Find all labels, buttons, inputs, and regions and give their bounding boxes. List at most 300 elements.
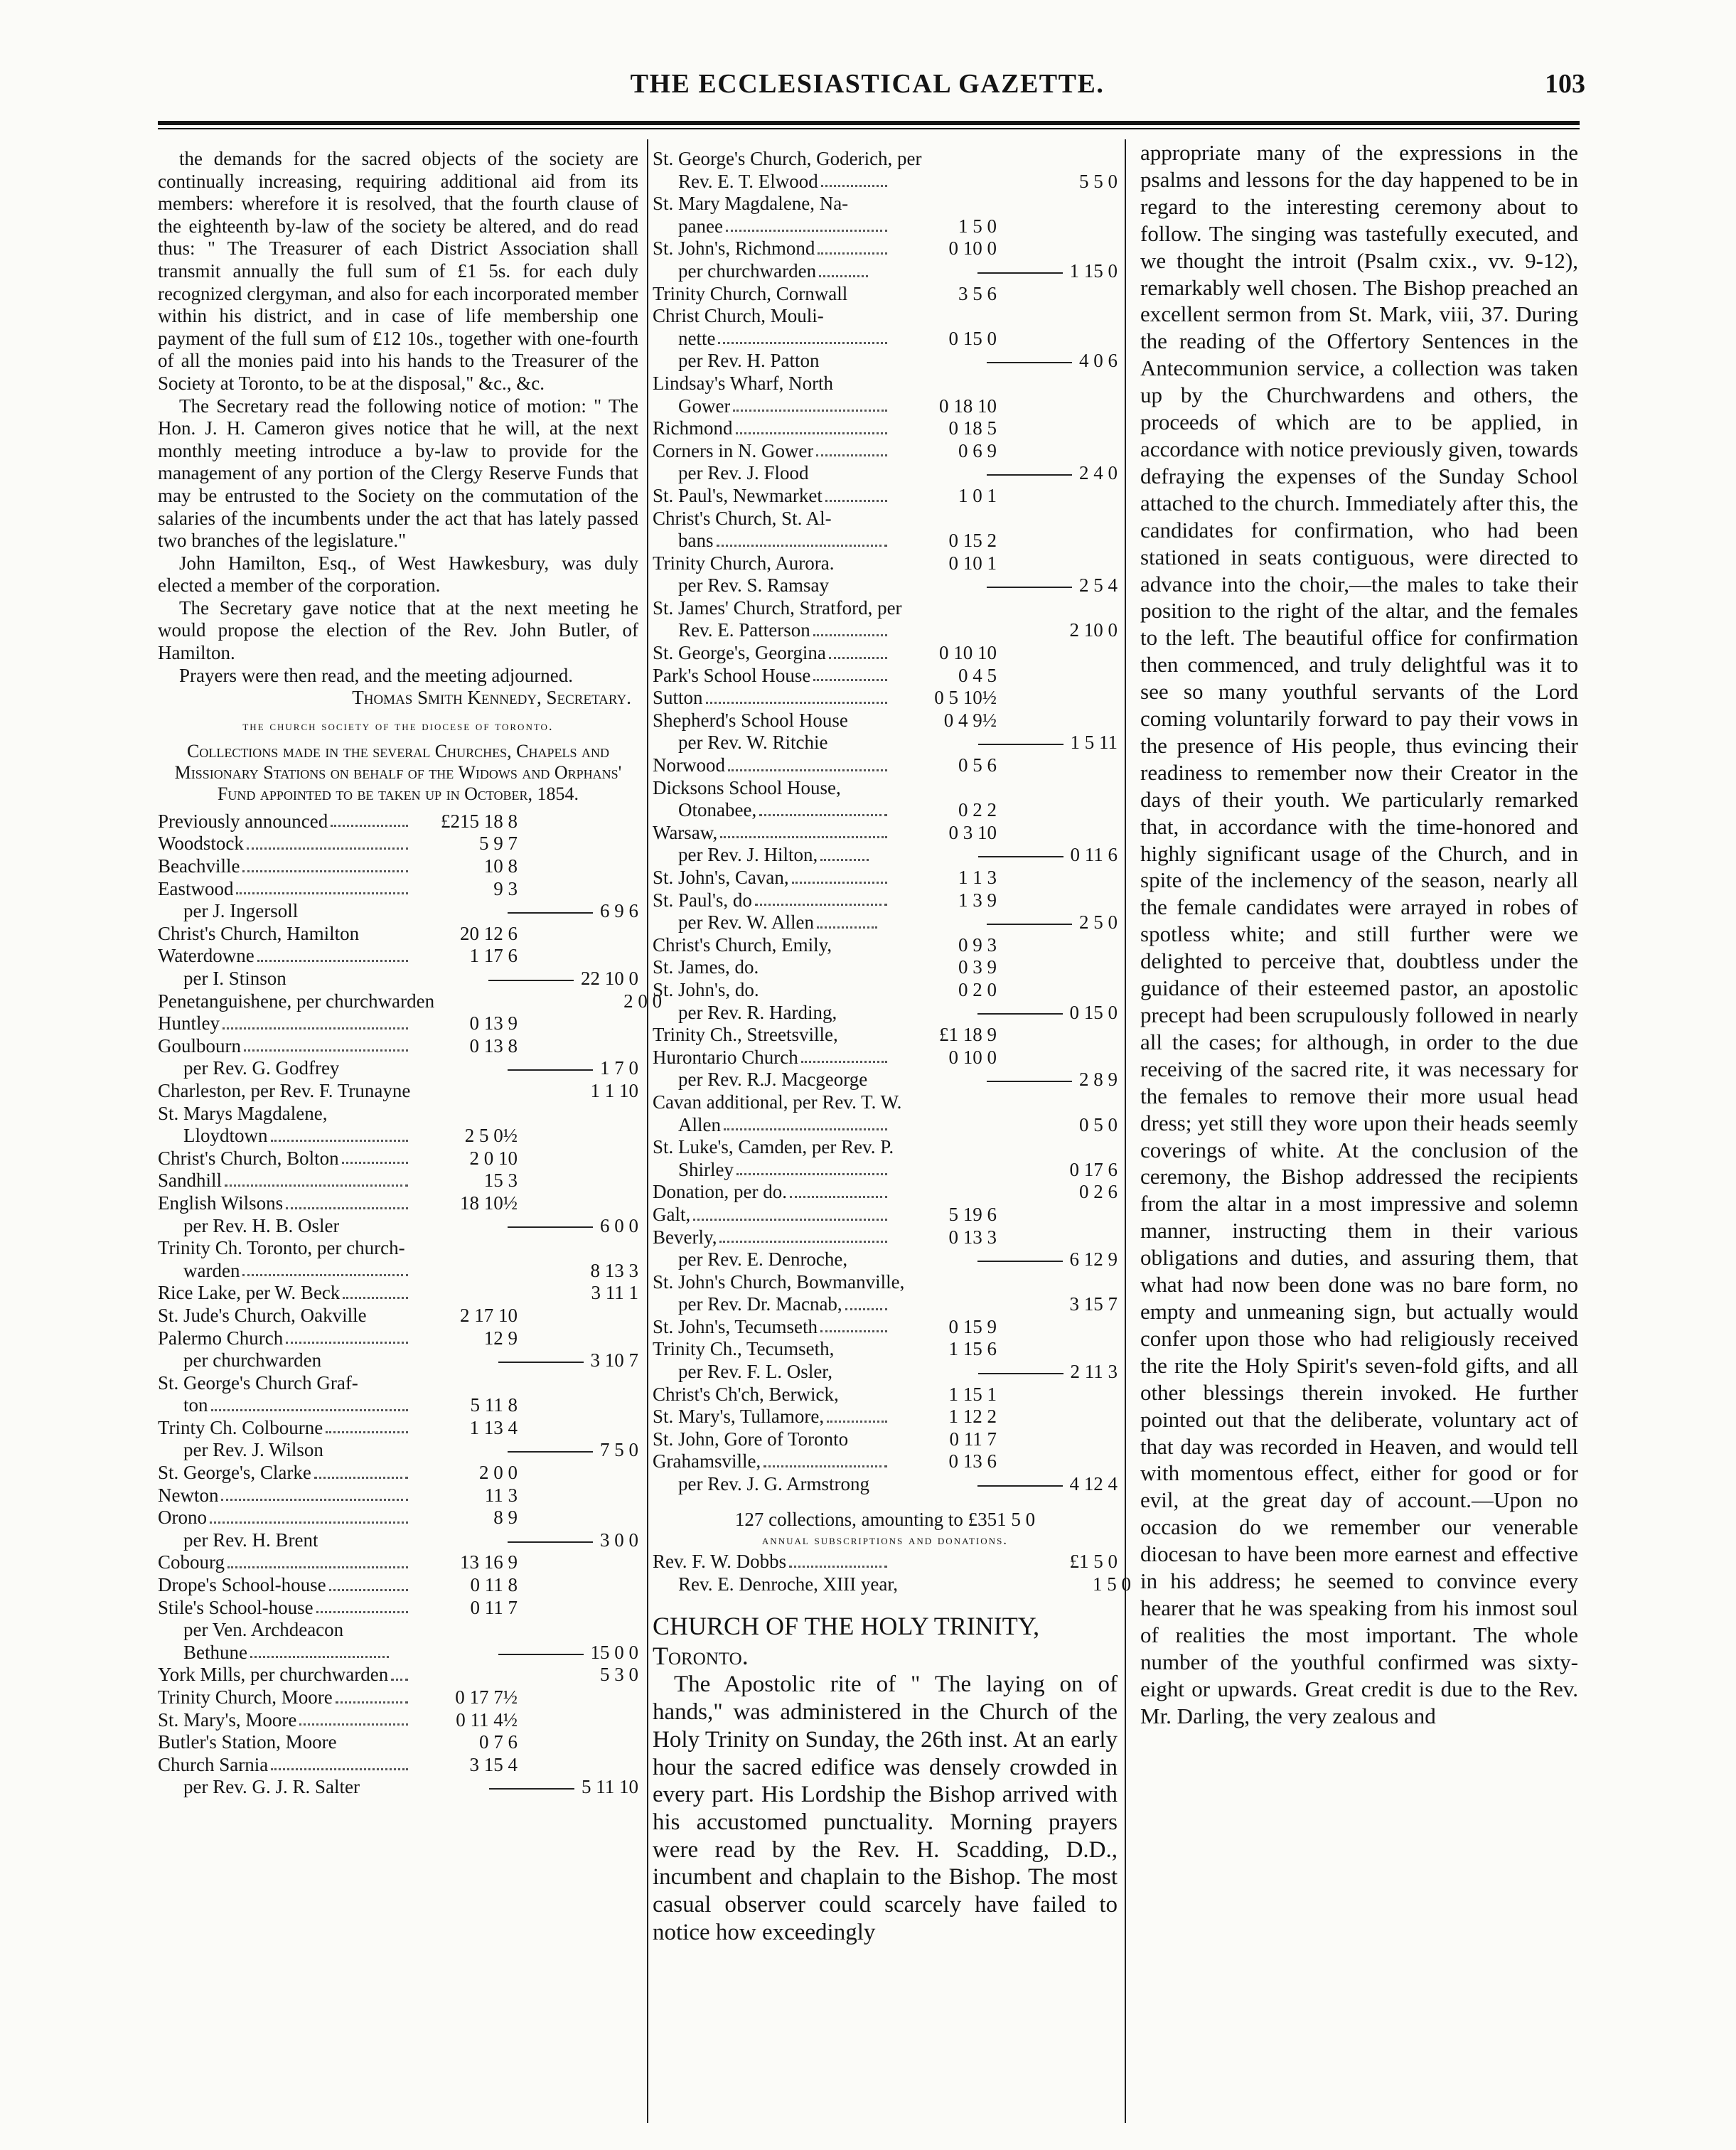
row-amount: [904, 1573, 1010, 1596]
row-amount: 0 17 7½: [455, 1686, 518, 1708]
row-total: [518, 1731, 638, 1754]
row-name: Orono: [158, 1507, 207, 1529]
row-total-value: 3 15 7: [1069, 1293, 1118, 1315]
row-amount: 11 3: [484, 1484, 518, 1506]
row-name: per Rev. H. Patton: [678, 350, 820, 372]
row-total: [997, 485, 1118, 508]
row-name: per Rev. J. Hilton,: [678, 844, 818, 866]
row-amount: [890, 1551, 997, 1573]
collection-row: [653, 822, 1118, 845]
row-total: [508, 1057, 638, 1080]
row-total: [997, 373, 1118, 395]
collection-row: [158, 1507, 638, 1529]
row-name: St. Marys Magdalene,: [158, 1102, 328, 1124]
row-name: St. James, do.: [653, 956, 759, 978]
row-total: [508, 900, 638, 923]
collection-row: [158, 1439, 638, 1462]
column-divider: [1125, 139, 1126, 2123]
row-total-value: 5 3 0: [600, 1664, 638, 1686]
row-amount: [401, 1057, 508, 1080]
row-amount: [871, 1473, 977, 1496]
row-amount: [411, 1260, 518, 1283]
row-total: [977, 260, 1118, 283]
collection-row: [158, 1485, 638, 1507]
row-amount: [872, 1361, 978, 1384]
row-amount: 0 11 7: [470, 1596, 518, 1618]
row-total-value: 15 0 0: [590, 1641, 638, 1663]
row-total: [518, 833, 638, 855]
row-name: St. George's Church, Goderich, per: [653, 148, 922, 169]
collection-row: [653, 754, 1118, 777]
row-total: [997, 1047, 1118, 1069]
row-amount: [872, 732, 978, 754]
row-total: [518, 1103, 638, 1125]
collection-row: [653, 1384, 1118, 1406]
row-amount: [890, 305, 997, 328]
row-total: [518, 923, 638, 946]
row-name: St. John's Church, Bowmanville,: [653, 1271, 905, 1293]
subscriptions-list: [653, 1551, 1132, 1595]
row-name: St. John's, Tecumseth: [653, 1315, 818, 1337]
row-name: Allen: [678, 1113, 721, 1135]
collection-row: [158, 1327, 638, 1350]
row-amount: [890, 373, 997, 395]
row-total: [997, 1406, 1118, 1428]
column-middle: [653, 148, 1132, 1946]
row-total: [997, 1159, 1118, 1182]
row-name: Butler's Station, Moore: [158, 1731, 337, 1753]
row-total: [997, 237, 1118, 260]
row-total: [997, 822, 1118, 845]
row-amount: 0 5 10½: [934, 687, 997, 709]
annual-heading: annual subscriptions and donations.: [761, 1533, 1009, 1549]
row-amount: 15 3: [483, 1170, 518, 1192]
collection-row: [653, 911, 1118, 934]
collection-row: [653, 171, 1118, 193]
collection-row: [653, 844, 1118, 867]
collection-row: [653, 1551, 1118, 1573]
row-name: panee: [678, 215, 723, 237]
column-divider: [647, 139, 648, 2123]
row-name: Rev. E. Denroche, XIII year,: [678, 1573, 899, 1595]
row-amount: [411, 1237, 518, 1260]
row-total-value: 22 10 0: [581, 968, 638, 989]
row-total: [518, 1080, 638, 1103]
paragraph: appropriate many of the expressions in the psalms and lessons for the day happened to be in regard to the interesting ceremony about to follow. The singing was tastefully executed, and we thought the introit (Psalm cxix., vv. 9-12), remarkably well chosen. The Bishop preached an excellent sermon from St. Mark, viii, 37. During the reading of the Offertory Sentences in the Antecommunion service, a collection was taken up by the Churchwardens and others, the proceeds of which are to be applied, in accordance with notice previously given, towards defraying the expenses of the Sunday School attached to the church. Immediately after this, the candidates for confirmation, who had been stationed in seats contiguous, were directed to advance into the choir,—the males to take their position to the right of the altar, and the females to the left. The beautiful office for confirmation then commenced, and truly delightful was it to see so many youthful servants of the Lord coming voluntarily forward to pay their vows in the presence of His people, thus evincing their readiness to remember now their Creator in the days of their youth. We particularly remarked that, in accordance with the time-honored and highly significant usage of the Church, and in spite of the inclemency of the season, nearly all the female candidates were arrayed in robes of spotless white; and still further were we delighted to perceive that, doubtless under the guidance of their esteemed pastor, an apostolic precept had been scrupulously followed in nearly all the cases; for although, in order to the due receiving of the sacred rite, it was necessary for the females to remove their more usual head dress; yet still they wore upon their heads seemly coverings of white. At the conclusion of the ceremony, the Bishop addressed the recipients from the altar in a most impressive and solemn manner, instructing them in their various obligations and duties, and assuring them, that what had now been done was no bare form, no empty and unmeaning sign, but actually would confer upon those who had religiously received the rite the Holy Spirit's seven-fold gifts, and all other blessings therein invoked. He further pointed out that the deliberate, voluntary act of that day was recorded in Heaven, and would tell with momentous effect, either for good or for evil, at the great day of account.—Upon no occasion do we remember our venerable diocesan to have been more earnest and effective in his address; he seemed to convince every hearer that he was speaking from his inmost soul of realities the most important. The whole number of the youthful confirmed was sixty-eight or upwards. Great credit is due to the Rev. Mr. Darling, the very zealous and: [1140, 140, 1578, 1728]
row-total: [518, 1597, 638, 1620]
collection-row: [158, 878, 638, 901]
row-total: [997, 799, 1118, 822]
row-amount: 18 10½: [460, 1192, 518, 1214]
collection-row: [653, 417, 1118, 440]
row-total: [977, 1248, 1118, 1271]
row-name: Drope's School-house: [158, 1574, 326, 1596]
row-total: [518, 1035, 638, 1058]
collection-row: [653, 1002, 1118, 1025]
row-total: [518, 1282, 638, 1305]
row-total: [997, 934, 1118, 957]
row-total: [518, 1260, 638, 1283]
collection-row: [158, 1642, 638, 1664]
row-name: Rice Lake, per W. Beck: [158, 1282, 341, 1304]
row-total: [978, 844, 1118, 867]
row-name: per Rev. H. B. Osler: [183, 1214, 340, 1236]
row-name: Church Sarnia: [158, 1753, 269, 1775]
row-amount: 0 4 5: [958, 664, 997, 686]
row-total: [518, 1012, 638, 1035]
row-name: Woodstock: [158, 833, 244, 855]
row-total: [997, 754, 1118, 777]
row-amount: 0 15 2: [948, 530, 997, 552]
row-total: [997, 193, 1118, 215]
row-amount: [411, 1103, 518, 1125]
row-amount: 1 1 3: [958, 867, 997, 888]
collection-row: [158, 1574, 638, 1597]
row-total: [997, 305, 1118, 328]
row-amount: [392, 1642, 498, 1664]
row-total: [518, 1551, 638, 1574]
row-total: [518, 1192, 638, 1215]
row-name: Galt,: [653, 1203, 691, 1225]
row-total: [977, 1002, 1118, 1025]
row-name: Trinity Ch. Toronto, per church-: [158, 1237, 405, 1259]
row-total: [997, 867, 1118, 889]
row-name: Beverly,: [653, 1226, 717, 1248]
row-name: per Rev. S. Ramsay: [678, 574, 829, 597]
paragraph: John Hamilton, Esq., of West Hawkesbury, was duly elected a member of the corporation.: [158, 552, 638, 597]
row-total-value: 2 8 9: [1079, 1069, 1118, 1091]
collection-row: [158, 1417, 638, 1440]
row-total: [518, 1372, 638, 1395]
collection-row: [653, 799, 1118, 822]
collection-row: [158, 923, 638, 946]
row-total: [977, 1473, 1118, 1496]
row-total: [997, 440, 1118, 463]
collection-row: [158, 1349, 638, 1372]
row-total: [997, 395, 1118, 418]
row-total: [978, 1361, 1118, 1384]
row-total-value: 1 1 10: [590, 1079, 638, 1101]
collection-row: [158, 1282, 638, 1305]
collection-row: [158, 1619, 638, 1642]
row-total: [518, 1709, 638, 1732]
collection-row: [653, 574, 1118, 597]
row-name: Eastwood: [158, 877, 234, 899]
row-name: Sutton: [653, 687, 703, 709]
collection-row: [158, 1035, 638, 1058]
row-total: [518, 1170, 638, 1192]
row-name: Christ's Church, Emily,: [653, 934, 832, 956]
row-name: Newton: [158, 1484, 219, 1506]
row-name: Park's School House: [653, 664, 811, 686]
row-amount: 0 15 0: [948, 327, 997, 349]
row-total: [997, 171, 1118, 193]
row-amount: 0 5 6: [958, 754, 997, 776]
row-total-value: 4 12 4: [1069, 1473, 1118, 1495]
collection-row: [653, 710, 1118, 732]
collection-row: [653, 1406, 1118, 1428]
row-total-value: 4 0 6: [1079, 350, 1118, 372]
row-name: Goulbourn: [158, 1034, 241, 1057]
row-total-value: 6 9 6: [600, 900, 638, 922]
collection-row: [653, 619, 1118, 642]
row-total-value: 1 5 11: [1070, 732, 1118, 754]
row-amount: [401, 1439, 508, 1462]
page-header: [149, 68, 1585, 111]
row-name: ton: [183, 1394, 208, 1416]
row-amount: 1 17 6: [469, 945, 518, 967]
row-name: Cavan additional, per Rev. T. W.: [653, 1091, 902, 1113]
header-rule: [158, 121, 1580, 131]
row-name: Christ's Church, Bolton: [158, 1147, 339, 1169]
collection-row: [653, 1226, 1118, 1249]
row-amount: [871, 1248, 977, 1271]
collection-row: [653, 260, 1118, 283]
row-name: St. John's, Cavan,: [653, 867, 789, 888]
row-name: St. John, Gore of Toronto: [653, 1428, 849, 1450]
row-amount: [411, 1372, 518, 1395]
row-name: per Rev. J. Flood: [678, 462, 809, 484]
row-total: [997, 1316, 1118, 1339]
row-total-value: 8 13 3: [590, 1259, 638, 1281]
row-amount: [880, 911, 987, 934]
row-total: [518, 1485, 638, 1507]
row-name: per Rev. W. Allen: [678, 911, 814, 934]
paragraph: The Apostolic rite of " The laying on of hands," was administered in the Church of the Holy Trinity on Sunday, the 26th inst. At an early hour the sacred edifice was densely crowded in every part. His Lordship the Bishop arrived with his accustomed punctuality. Morning prayers were read by the Rev. H. Scadding, D.D., incumbent and chaplain to the Bishop. The most casual observer could scarcely have failed to notice how exceedingly: [653, 1672, 1118, 1945]
paragraph: Prayers were then read, and the meeting adjourned.: [179, 664, 574, 686]
row-amount: [872, 844, 978, 867]
row-total: [987, 462, 1118, 485]
collection-row: [653, 597, 1118, 620]
collection-row: [653, 956, 1118, 979]
row-amount: 10 8: [483, 855, 518, 877]
row-amount: [382, 1776, 489, 1799]
collection-row: [653, 1159, 1118, 1182]
row-amount: [880, 350, 987, 373]
row-amount: 9 3: [493, 877, 518, 899]
row-amount: 0 11 8: [470, 1574, 518, 1596]
collection-row: [653, 350, 1118, 373]
row-total: [508, 1529, 638, 1552]
row-total: [518, 878, 638, 901]
paragraph: the demands for the sacred objects of the society are continually increasing, requiring additional aid from its members: wherefore it is resolved, that the fourth clause of the eighteenth by-law of the society be altered, and do read thus: " The Treasurer of each District Association shall transmit annually the full sum of £1 5s. for each duly recognized clergyman, and also for each incorporated member within his district, and in case of life membership one payment of the full sum of £12 10s., together with one-fourth of all the monies paid into his hands to the Treasurer of the Society at Toronto, to be at the disposal," &c., &c.: [158, 148, 638, 394]
society-heading: the church society of the diocese of toronto.: [242, 718, 554, 734]
row-name: Richmond: [653, 417, 733, 439]
paragraph: The Secretary gave notice that at the next meeting he would propose the election of the Rev. John Butler, of Hamilton.: [158, 597, 638, 664]
row-total: [518, 1327, 638, 1350]
row-total: [997, 328, 1118, 351]
row-total-value: 0 17 6: [1069, 1158, 1118, 1180]
collection-row: [653, 732, 1118, 754]
row-amount: 2 0 10: [469, 1147, 518, 1169]
row-amount: 0 18 5: [948, 417, 997, 439]
row-name: Dicksons School House,: [653, 776, 841, 798]
row-total: [987, 1069, 1118, 1091]
row-amount: [902, 597, 1009, 620]
row-total: [997, 710, 1118, 732]
collection-row: [158, 1103, 638, 1125]
collection-row: [653, 373, 1118, 395]
row-total: [987, 350, 1118, 373]
row-amount: [401, 1529, 508, 1552]
collection-row: [653, 485, 1118, 508]
row-total: [997, 215, 1118, 238]
row-amount: 0 10 10: [939, 642, 997, 664]
collection-row: [653, 530, 1118, 552]
row-amount: [401, 900, 508, 923]
row-total: [997, 665, 1118, 688]
collection-row: [653, 1293, 1118, 1316]
row-total: [997, 889, 1118, 912]
row-name: Cobourg: [158, 1551, 225, 1573]
collection-row: [158, 833, 638, 855]
collection-row: [158, 1260, 638, 1283]
row-amount: 12 9: [483, 1327, 518, 1349]
collection-row: [158, 855, 638, 878]
row-name: Grahamsville,: [653, 1450, 761, 1472]
collection-row: [158, 945, 638, 968]
row-total: [518, 945, 638, 968]
collections-list: [158, 810, 663, 1799]
collection-row: [158, 1170, 638, 1192]
row-amount: 0 4 9½: [943, 709, 997, 731]
row-name: English Wilsons: [158, 1192, 284, 1214]
signature: Thomas Smith Kennedy, Secretary.: [352, 687, 631, 709]
row-amount: 1 15 6: [948, 1338, 997, 1360]
row-name: bans: [678, 530, 714, 552]
collection-row: [158, 1012, 638, 1035]
collection-row: [158, 968, 638, 990]
row-total: [987, 574, 1118, 597]
row-name: St. John's, do.: [653, 978, 759, 1000]
collection-row: [653, 1428, 1118, 1451]
publication-title: THE ECCLESIASTICAL GAZETTE.: [630, 69, 1105, 99]
row-total: [997, 1024, 1118, 1047]
collection-row: [158, 1686, 638, 1709]
row-amount: [880, 1069, 987, 1091]
row-amount: 2 5 0½: [464, 1125, 518, 1147]
row-total: [518, 1619, 638, 1642]
row-amount: 1 13 4: [469, 1416, 518, 1438]
row-total-value: 1 15 0: [1069, 260, 1118, 282]
row-name: per Rev. R. Harding,: [678, 1001, 837, 1023]
row-amount: [411, 1664, 518, 1686]
row-total: [489, 1776, 638, 1799]
row-amount: 13 16 9: [460, 1551, 518, 1573]
row-total-value: 3 0 0: [600, 1529, 638, 1551]
row-name: Sandhill: [158, 1170, 223, 1192]
collection-row: [158, 1551, 638, 1574]
row-name: Christ Church, Mouli-: [653, 305, 824, 327]
row-total: [1029, 148, 1150, 171]
row-name: per Ven. Archdeacon: [183, 1619, 344, 1641]
row-amount: [411, 1282, 518, 1305]
row-amount: 0 7 6: [479, 1731, 518, 1753]
row-total: [498, 1642, 639, 1664]
row-name: St. Paul's, Newmarket: [653, 484, 823, 506]
collection-row: [653, 283, 1118, 306]
row-name: Trinity Church, Aurora.: [653, 552, 835, 574]
collection-row: [158, 1776, 638, 1799]
row-total: [978, 732, 1118, 754]
row-total: [987, 911, 1118, 934]
row-name: Previously announced: [158, 810, 328, 832]
row-amount: 0 13 9: [469, 1012, 518, 1034]
row-total: [997, 1226, 1118, 1249]
row-amount: 3 15 4: [469, 1753, 518, 1775]
row-total: [997, 1551, 1118, 1573]
row-name: Charleston, per Rev. F. Trunayne: [158, 1079, 411, 1101]
collection-row: [653, 1181, 1118, 1204]
row-amount: [880, 462, 987, 485]
collection-row: [158, 1372, 638, 1395]
row-amount: [922, 148, 1029, 171]
row-name: St. George's, Georgina: [653, 642, 826, 664]
row-amount: [871, 260, 977, 283]
row-amount: 0 3 10: [948, 821, 997, 843]
row-total: [518, 1686, 638, 1709]
collection-row: [653, 1338, 1118, 1361]
row-total-value: 0 5 0: [1079, 1113, 1118, 1135]
collection-row: [653, 777, 1118, 800]
row-name: per churchwarden: [678, 260, 817, 282]
collection-row: [653, 215, 1118, 238]
row-name: Waterdowne: [158, 945, 254, 967]
row-total: [997, 1181, 1118, 1204]
row-amount: [890, 193, 997, 215]
row-name: per Rev. F. L. Osler,: [678, 1361, 832, 1383]
row-total: [997, 777, 1118, 800]
collection-row: [158, 1597, 638, 1620]
row-name: warden: [183, 1259, 240, 1281]
row-name: St. Paul's, do: [653, 889, 752, 911]
row-amount: 0 11 4½: [456, 1708, 518, 1731]
row-total: [518, 1574, 638, 1597]
row-name: per Rev. R.J. Macgeorge: [678, 1069, 868, 1091]
collection-row: [653, 440, 1118, 463]
row-amount: [392, 1349, 498, 1372]
row-amount: [880, 574, 987, 597]
row-amount: [890, 1159, 997, 1182]
row-name: York Mills, per churchwarden: [158, 1664, 389, 1686]
row-total-value: 6 0 0: [600, 1214, 638, 1236]
row-amount: 5 9 7: [479, 833, 518, 855]
row-name: per Rev. E. Denroche,: [678, 1248, 848, 1271]
page-number: 103: [1545, 69, 1585, 99]
collection-row: [653, 1024, 1118, 1047]
row-name: per Rev. H. Brent: [183, 1529, 318, 1551]
row-total-value: 2 10 0: [1069, 619, 1118, 641]
collection-row: [653, 1204, 1118, 1226]
row-total: [488, 968, 638, 990]
row-name: Gower: [678, 395, 731, 417]
row-total-value: 0 11 6: [1070, 844, 1118, 866]
collection-row: [158, 1664, 638, 1686]
row-amount: 5 19 6: [948, 1203, 997, 1225]
collection-row: [653, 934, 1118, 957]
row-amount: £1 18 9: [939, 1024, 997, 1046]
row-amount: [890, 619, 997, 642]
row-total: [518, 1754, 638, 1777]
collections-list: [653, 148, 1118, 1496]
church-heading: CHURCH OF THE HOLY TRINITY, Toronto.: [653, 1612, 1040, 1671]
row-total: [997, 1114, 1118, 1137]
row-total: [498, 1349, 639, 1372]
row-amount: 0 10 1: [948, 552, 997, 574]
collections-summary: 127 collections, amounting to £351 5 0: [734, 1508, 1036, 1530]
row-amount: 0 10 0: [948, 1046, 997, 1068]
row-amount: [434, 990, 541, 1013]
